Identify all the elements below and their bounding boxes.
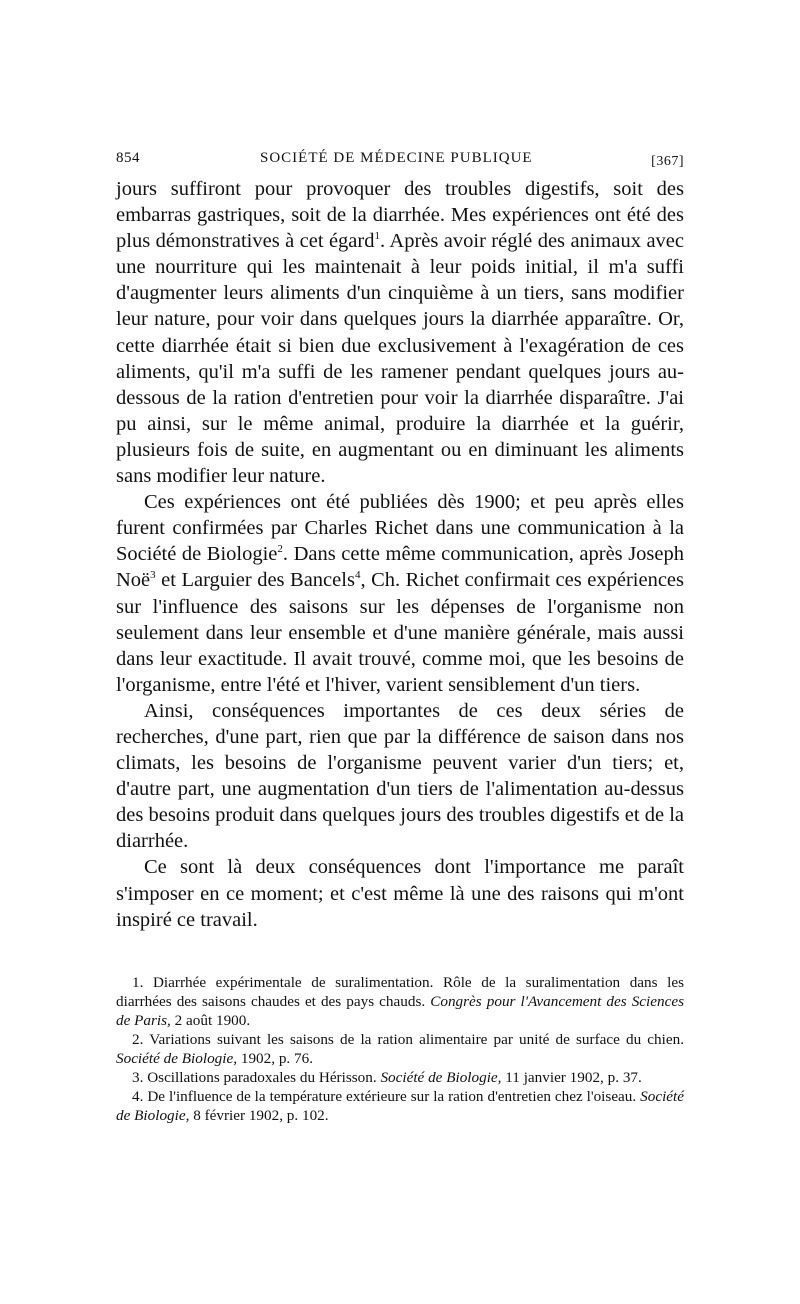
paragraph-2-text-d: , Ch. Richet confirmait ces expériences sur l'influence des saisons sur les dépenses de l'organisme non seulement dans leur ensemble et d'une manière générale, mais aussi dans leur exactitude. Il avait trouvé, comme moi, que les besoins de l'organisme, entre l'été et l'hiver, varient sensiblement d'un tiers. (116, 569, 684, 696)
footnote-4 (116, 1087, 684, 1125)
footnote-ref-4: 4 (354, 569, 361, 582)
paragraph-2-text-b: . Dans cette même communication, après Joseph Noë (116, 543, 685, 592)
footnote-source: Société de Biologie, (116, 1087, 684, 1124)
paragraph-1 (116, 176, 684, 489)
footnote-2 (116, 1030, 684, 1068)
body-text (116, 176, 684, 933)
footnote-number: 3. (132, 1068, 144, 1086)
footnote-number: 2. (132, 1030, 144, 1048)
paragraph-1-text-a: jours suffiront pour provoquer des troubles digestifs, soit des embarras gastriques, soit de la diarrhée. Mes expériences ont été des plus démonstratives à cet égard (116, 178, 684, 253)
footnote-source: Société de Biologie, (116, 1049, 238, 1067)
footnote-3 (116, 1068, 684, 1087)
footnote-reference: 11 janvier 1902, p. 37. (501, 1068, 642, 1086)
paragraph-2-text-c: et Larguier des Bancels (155, 569, 355, 592)
original-page-number: [367] (651, 154, 684, 169)
running-title: SOCIÉTÉ DE MÉDECINE PUBLIQUE (260, 150, 533, 166)
footnote-source: Société de Biologie, (380, 1068, 502, 1086)
footnote-text: Oscillations paradoxales du Hérisson. (143, 1068, 381, 1086)
paragraph-3: Ainsi, conséquences importantes de ces deux séries de recherches, d'une part, rien que par la différence de saison dans nos climats, les besoins de l'organisme peuvent varier d'un tiers; et, d'autre part, une augmentation d'un tiers de l'alimentation au-dessus des besoins produit dans quelques jours des troubles digestifs et de la diarrhée. (116, 699, 684, 853)
footnotes (116, 973, 684, 1125)
footnote-text: Variations suivant les saisons de la ration alimentaire par unité de surface du chien. (143, 1030, 684, 1048)
footnote-text: Diarrhée expérimentale de suralimentation. Rôle de la suralimentation dans les diarrhées des saisons chaudes et des pays chauds. (116, 973, 684, 1010)
page-number: 854 (116, 150, 140, 166)
footnote-source: Congrès pour l'Avancement des Sciences de Paris, (116, 992, 684, 1029)
document-page (116, 146, 684, 1125)
footnote-1 (116, 973, 684, 1030)
footnote-ref-2: 2 (277, 543, 283, 556)
footnote-ref-1: 1 (374, 230, 380, 243)
footnote-reference: 1902, p. 76. (237, 1049, 313, 1067)
footnote-number: 1. (132, 973, 144, 991)
footnote-text: De l'influence de la température extérieure sur la ration d'entretien chez l'oiseau. (143, 1087, 641, 1105)
footnote-ref-3: 3 (150, 569, 156, 582)
footnote-number: 4. (132, 1087, 144, 1105)
paragraph-1-text-b: . Après avoir réglé des animaux avec une nourriture qui les maintenait à leur poids initial, il m'a suffi d'augmenter leurs aliments d'un cinquième à un tiers, sans modifier leur nature, pour voir dans quelques jours la diarrhée apparaître. Or, cette diarrhée était si bien due exclusivement à l'exagération de ces aliments, qu'il m'a suffi de les ramener pendant quelques jours au-dessous de la ration d'entretien pour voir la diarrhée disparaître. J'ai pu ainsi, sur le même animal, produire la diarrhée et la guérir, plusieurs fois de suite, en augmentant ou en diminuant les aliments sans modifier leur nature. (116, 230, 684, 488)
running-header (116, 146, 684, 176)
footnote-reference: 2 août 1900. (170, 1011, 251, 1029)
paragraph-4: Ce sont là deux conséquences dont l'importance me paraît s'imposer en ce moment; et c'est même là une des raisons qui m'ont inspiré ce travail. (116, 856, 684, 931)
paragraph-2 (116, 489, 684, 698)
footnote-reference: 8 février 1902, p. 102. (189, 1106, 329, 1124)
paragraph-2-text-a: Ces expériences ont été publiées dès 1900; et peu après elles furent confirmées par Charles Richet dans une communication à la Société de Biologie (116, 491, 684, 566)
